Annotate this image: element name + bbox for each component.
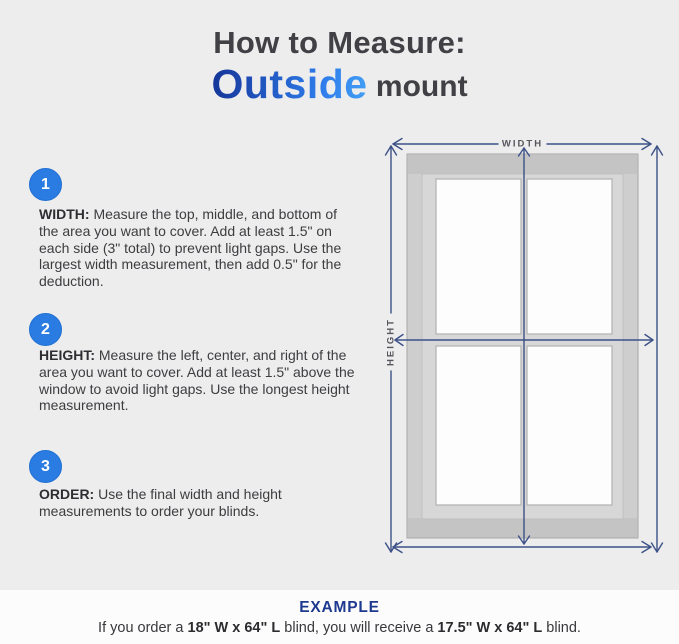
window-pane-top-left (436, 179, 521, 334)
title-suffix-mount: mount (375, 70, 468, 103)
example-received-size: 17.5" W x 64" L (437, 620, 543, 636)
step-1-label: WIDTH: (39, 206, 90, 222)
example-sentence (0, 620, 679, 636)
step-2-text (39, 347, 369, 414)
example-ordered-size: 18" W x 64" L (187, 620, 281, 636)
step-1-body: Measure the top, middle, and bottom of the area you want to cover. Add at least 1.5" on each side (3" total) to prevent light gaps. Use the largest width measurement, then add 0.5" for the deduction. (39, 206, 342, 290)
step-2-label: HEIGHT: (39, 347, 95, 363)
width-label: WIDTH (501, 138, 544, 150)
window-top-band (408, 155, 637, 174)
window-frame (407, 154, 638, 538)
right-dimension-arrow (652, 146, 663, 552)
title-line-1: How to Measure: (213, 25, 466, 60)
step-3-body: Use the final width and height measurements to order your blinds. (39, 486, 282, 519)
window-pane-top-right (527, 179, 612, 334)
page-title (0, 26, 679, 109)
step-1-badge: 1 (29, 168, 62, 201)
step-3-badge: 3 (29, 450, 62, 483)
title-highlight-outside: Outside (211, 61, 368, 107)
step-2-body: Measure the left, center, and right of the area you want to cover. Add at least 1.5" above the window to avoid light gaps. Use the longest height measurement. (39, 347, 355, 414)
step-3-text (39, 486, 353, 520)
window-pane-bottom-right (527, 346, 612, 505)
title-line-2 (0, 62, 679, 109)
example-suffix: blind. (546, 620, 581, 636)
height-label: HEIGHT (385, 318, 397, 366)
example-footer (0, 590, 679, 644)
window-bottom-band (408, 518, 637, 538)
step-2-badge: 2 (29, 313, 62, 346)
step-3-label: ORDER: (39, 486, 95, 502)
window-diagram (380, 130, 670, 565)
step-1-text (39, 206, 353, 290)
example-middle: blind, you will receive a (284, 620, 434, 636)
window-pane-bottom-left (436, 346, 521, 505)
example-heading: EXAMPLE (299, 599, 380, 616)
bottom-dimension-arrow (393, 542, 651, 553)
example-prefix: If you order a (98, 620, 184, 636)
